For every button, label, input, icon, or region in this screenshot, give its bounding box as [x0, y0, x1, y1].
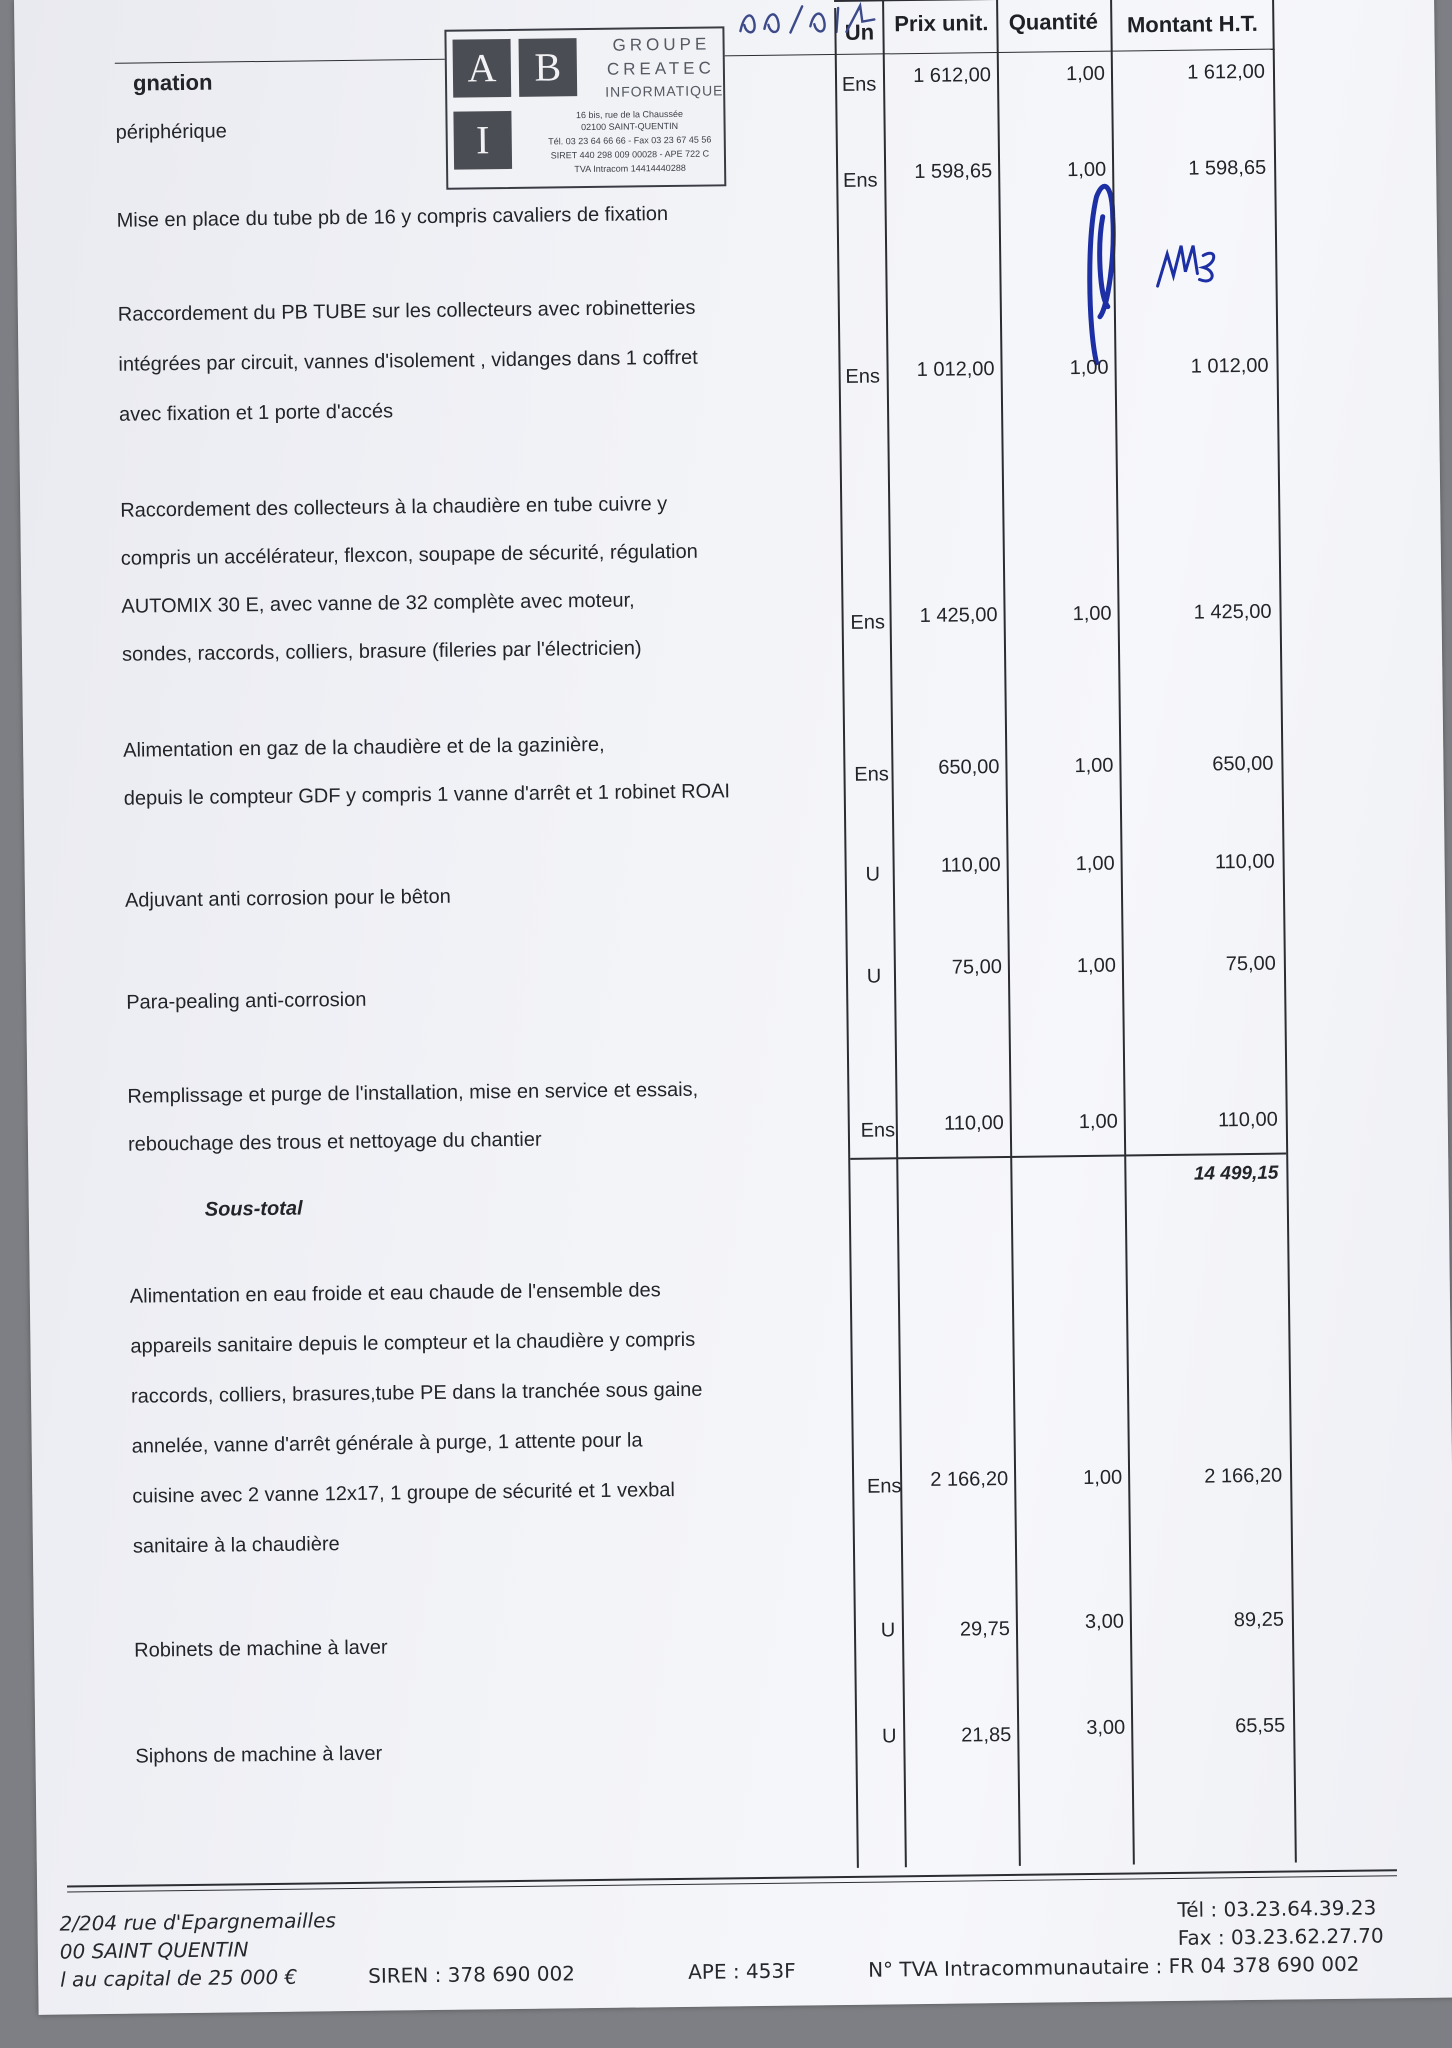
line-6-unit: U — [865, 863, 881, 886]
stamp-letter-i: I — [453, 111, 512, 170]
line-10-qty: 3,00 — [1084, 1610, 1125, 1634]
line-5-desc-2: depuis le compteur GDF y compris 1 vanne d'arrêt et 1 robinet ROAI — [123, 780, 731, 810]
line-6-price: 110,00 — [940, 854, 1001, 877]
footer-fax: Fax : 03.23.62.27.70 — [1177, 1923, 1384, 1950]
line-3-price: 1 012,00 — [916, 358, 995, 381]
line-7-qty: 1,00 — [1076, 954, 1117, 978]
stamp-phone: Tél. 03 23 64 66 66 - Fax 03 23 67 45 56 — [548, 134, 712, 147]
unit-price-header: Prix unit. — [894, 10, 989, 37]
line-1-qty: 1,00 — [1065, 62, 1106, 86]
footer-address-1: 2/204 rue d'Epargnemailles — [59, 1908, 337, 1936]
line-1-price: 1 612,00 — [913, 64, 992, 88]
stamp-letter-a: A — [453, 39, 512, 98]
footer-ape: APE : 453F — [687, 1958, 796, 1984]
line-4-desc-1: Raccordement des collecteurs à la chaudière en tube cuivre y — [120, 493, 668, 522]
line-3-desc-1: Raccordement du PB TUBE sur les collecteurs avec robinetteries — [117, 296, 696, 326]
table-top-border — [834, 0, 1274, 2]
footer-tva: N° TVA Intracommunautaire : FR 04 378 690 002 — [867, 1951, 1360, 1982]
line-3-amount: 1 012,00 — [1190, 354, 1269, 378]
line-2-desc-1: Mise en place du tube pb de 16 y compris cavaliers de fixation — [116, 203, 669, 232]
line-6-desc-1: Adjuvant anti corrosion pour le bêton — [124, 885, 451, 912]
line-2-unit: Ens — [842, 169, 878, 192]
column-line-price-left — [882, 0, 907, 1867]
line-9-desc-5: cuisine avec 2 vanne 12x17, 1 groupe de sécurité et 1 vexbal — [132, 1479, 675, 1508]
column-line-qty-left — [996, 0, 1021, 1866]
quote-page — [14, 0, 1452, 2015]
line-7-unit: U — [866, 965, 882, 988]
stamp-groupe: GROUPE — [612, 34, 711, 55]
line-4-price: 1 425,00 — [919, 604, 998, 627]
quantity-header: Quantité — [1008, 8, 1099, 35]
line-4-amount: 1 425,00 — [1193, 600, 1272, 624]
line-9-desc-3: raccords, colliers, brasures,tube PE dans la tranchée sous gaine — [130, 1378, 703, 1408]
line-8-qty: 1,00 — [1078, 1110, 1118, 1134]
line-9-amount: 2 166,20 — [1204, 1464, 1283, 1488]
line-2-price: 1 598,65 — [914, 160, 993, 184]
line-7-amount: 75,00 — [1225, 952, 1277, 976]
footer-capital: l au capital de 25 000 € — [60, 1964, 298, 1992]
line-2-qty: 1,00 — [1067, 158, 1107, 182]
designation-header: gnation — [132, 69, 213, 96]
line-8-desc-2: rebouchage des trous et nettoyage du chantier — [127, 1128, 542, 1156]
line-8-price: 110,00 — [943, 1111, 1004, 1135]
line-5-price: 650,00 — [938, 756, 1000, 779]
column-line-unit-left — [834, 8, 859, 1868]
stamp-city: 02100 SAINT-QUENTIN — [581, 120, 679, 133]
line-3-unit: Ens — [845, 365, 881, 388]
footer-tel: Tél : 03.23.64.39.23 — [1177, 1895, 1377, 1922]
line-11-unit: U — [881, 1725, 897, 1748]
line-10-unit: U — [880, 1619, 896, 1642]
subtotal-rule — [850, 1153, 1286, 1160]
subtotal-label: Sous-total — [204, 1197, 303, 1221]
line-3-qty: 1,00 — [1069, 356, 1109, 380]
line-2-amount: 1 598,65 — [1188, 156, 1267, 180]
stamp-createc: CREATEC — [606, 58, 715, 79]
line-11-price: 21,85 — [961, 1723, 1012, 1747]
line-4-desc-3: AUTOMIX 30 E, avec vanne de 32 complète avec moteur, — [121, 589, 635, 618]
line-9-desc-6: sanitaire à la chaudière — [132, 1533, 340, 1558]
line-9-desc-2: appareils sanitaire depuis le compteur et la chaudière y compris — [130, 1328, 696, 1358]
stamp-letter-b: B — [519, 38, 578, 97]
amount-header: Montant H.T. — [1126, 10, 1258, 38]
line-5-qty: 1,00 — [1074, 754, 1114, 778]
line-8-amount: 110,00 — [1217, 1108, 1278, 1132]
line-11-desc-1: Siphons de machine à laver — [135, 1742, 383, 1768]
line-3-desc-2: intégrées par circuit, vannes d'isolement , vidanges dans 1 coffret — [118, 346, 698, 376]
line-7-desc-1: Para-pealing anti-corrosion — [126, 988, 367, 1014]
line-11-amount: 65,55 — [1234, 1714, 1286, 1738]
footer-siren: SIREN : 378 690 002 — [368, 1961, 576, 1988]
line-9-desc-1: Alimentation en eau froide et eau chaude de l'ensemble des — [129, 1279, 661, 1308]
line-1-unit: Ens — [841, 73, 877, 96]
line-9-desc-4: annelée, vanne d'arrêt générale à purge, 1 attente pour la — [131, 1429, 643, 1458]
line-5-desc-1: Alimentation en gaz de la chaudière et de la gazinière, — [123, 733, 605, 762]
company-stamp — [444, 26, 726, 189]
line-3-desc-3: avec fixation et 1 porte d'accés — [118, 400, 394, 426]
unit-header: Un — [844, 19, 875, 45]
line-10-desc-1: Robinets de machine à laver — [134, 1636, 388, 1662]
line-11-qty: 3,00 — [1086, 1716, 1126, 1740]
line-9-unit: Ens — [866, 1475, 902, 1498]
line-4-qty: 1,00 — [1072, 602, 1112, 626]
column-line-amount-right — [1272, 0, 1297, 1862]
stamp-informatique: INFORMATIQUE — [605, 82, 724, 100]
handwritten-date-scribble — [734, 0, 885, 43]
line-9-price: 2 166,20 — [930, 1467, 1009, 1491]
line-5-unit: Ens — [854, 763, 889, 786]
line-6-amount: 110,00 — [1214, 850, 1275, 874]
line-7-price: 75,00 — [951, 956, 1003, 979]
line-10-amount: 89,25 — [1233, 1608, 1285, 1632]
footer-address-2: 00 SAINT QUENTIN — [59, 1937, 249, 1964]
line-5-amount: 650,00 — [1212, 752, 1274, 776]
line-1-amount: 1 612,00 — [1186, 60, 1266, 84]
line-10-price: 29,75 — [959, 1617, 1011, 1641]
stamp-address: 16 bis, rue de la Chaussée — [575, 108, 684, 121]
line-4-desc-4: sondes, raccords, colliers, brasure (fileries par l'électricien) — [121, 637, 642, 666]
line-6-qty: 1,00 — [1075, 852, 1115, 876]
line-8-desc-1: Remplissage et purge de l'installation, mise en service et essais, — [127, 1078, 699, 1108]
line-4-unit: Ens — [850, 611, 886, 634]
line-8-unit: Ens — [860, 1119, 896, 1142]
subtotal-amount: 14 499,15 — [1193, 1162, 1279, 1185]
handwritten-initials — [1156, 186, 1158, 187]
stamp-tva: TVA Intracom 14414440288 — [574, 162, 686, 175]
line-9-qty: 1,00 — [1083, 1466, 1123, 1490]
line-4-desc-2: compris un accélérateur, flexcon, soupape de sécurité, régulation — [120, 540, 698, 570]
stamp-siret: SIRET 440 298 009 00028 - APE 722 C — [550, 148, 710, 161]
line-1-desc-1: périphérique — [115, 120, 227, 144]
handwritten-initials-scribble — [1056, 175, 1228, 377]
